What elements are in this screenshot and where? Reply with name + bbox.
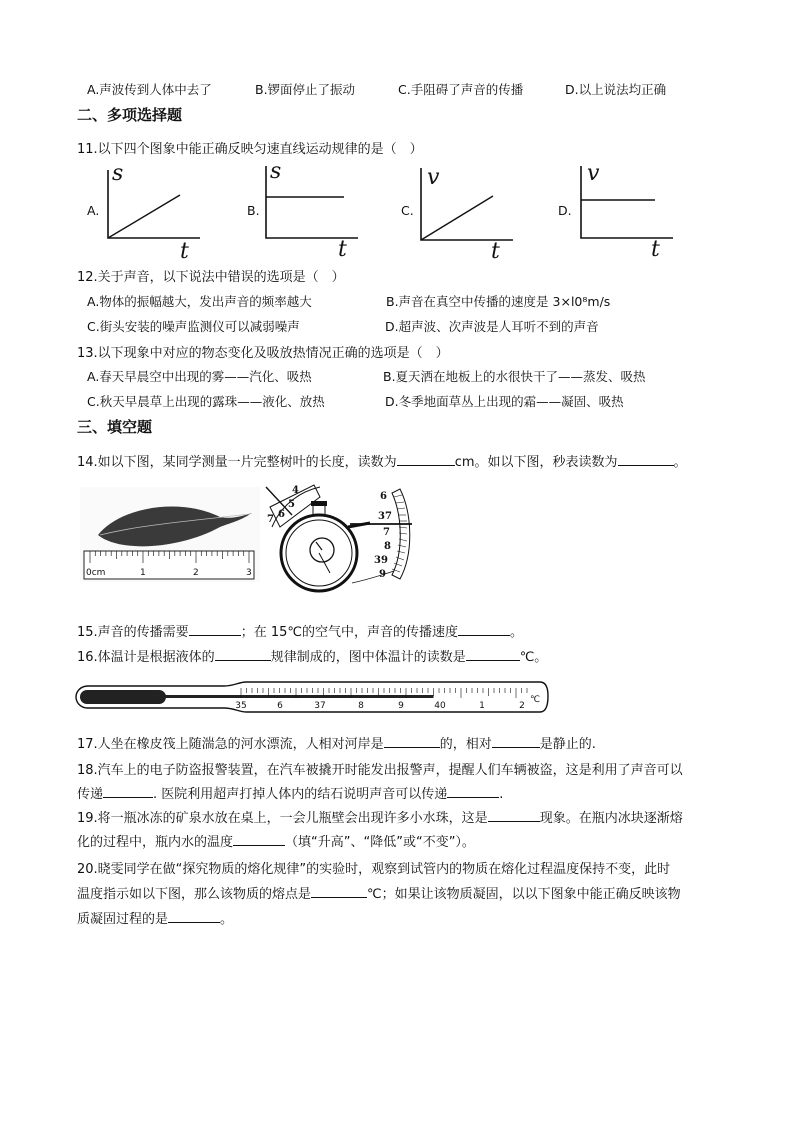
q10-option-a: A.声波传到人体中去了 bbox=[87, 82, 212, 97]
thermo-label-2: 2 bbox=[519, 701, 525, 711]
q10-option-b: B.锣面停止了振动 bbox=[255, 82, 356, 97]
q15-blank-1[interactable] bbox=[189, 623, 241, 636]
q13-option-b: B.夏天洒在地板上的水很快干了——蒸发、吸热 bbox=[383, 369, 646, 384]
graph-c bbox=[413, 160, 523, 264]
q19-line2 bbox=[77, 831, 475, 850]
thermo-unit: ℃ bbox=[530, 695, 541, 705]
scale-label-7: 7 bbox=[383, 527, 390, 538]
thermo-label-40: 40 bbox=[434, 701, 446, 711]
stopwatch-figure bbox=[262, 483, 422, 595]
q17-blank-2[interactable] bbox=[492, 735, 540, 748]
scale-label-9: 9 bbox=[379, 569, 386, 580]
q16-part3: ℃。 bbox=[519, 650, 548, 665]
q18-line1: 18.汽车上的电子防盗报警装置，在汽车被撬开时能发出报警声，提醒人们车辆被盗，这是利用了声音可以 bbox=[77, 763, 683, 778]
q20-part4: 。 bbox=[220, 912, 234, 927]
thermo-label-6: 6 bbox=[277, 701, 283, 711]
q20-part1: 温度指示如以下图，那么该物质的熔点是 bbox=[77, 887, 312, 902]
q13-option-c: C.秋天早晨草上出现的露珠——液化、放热 bbox=[87, 394, 325, 409]
q16-blank-2[interactable] bbox=[466, 648, 520, 661]
scale-label-6: 6 bbox=[380, 491, 387, 502]
q12-option-d: D.超声波、次声波是人耳听不到的声音 bbox=[385, 319, 599, 334]
graph-a-y-label: s bbox=[112, 161, 124, 186]
leaf-ruler-figure bbox=[80, 487, 260, 582]
thermometer-bulb bbox=[80, 690, 166, 704]
q10-option-c: C.手阻碍了声音的传播 bbox=[398, 82, 524, 97]
q19-part2: 现象。在瓶内冰块逐渐熔 bbox=[539, 811, 683, 826]
q14-blank-1[interactable] bbox=[397, 453, 455, 466]
q16-blank-1[interactable] bbox=[215, 648, 271, 661]
q17-text bbox=[77, 733, 596, 752]
q15-part3: 。 bbox=[509, 625, 523, 640]
q18-blank-2[interactable] bbox=[447, 785, 499, 798]
small-dial-label-6: 6 bbox=[278, 509, 285, 520]
thermo-label-37: 37 bbox=[314, 701, 326, 711]
ruler-label-1: 1 bbox=[140, 568, 146, 578]
q20-blank-1[interactable] bbox=[311, 885, 367, 898]
graph-b-label: B. bbox=[247, 203, 260, 218]
q19-part3: 化的过程中，瓶内水的温度 bbox=[77, 835, 234, 850]
q12-text: 12.关于声音，以下说法中错误的选项是（ ） bbox=[77, 270, 345, 285]
graph-a-x-label: t bbox=[180, 239, 189, 264]
q17-blank-1[interactable] bbox=[384, 735, 440, 748]
q14-part2: cm。如以下图，秒表读数为 bbox=[454, 455, 618, 470]
q14-part1: 14.如以下图，某同学测量一片完整树叶的长度，读数为 bbox=[77, 455, 397, 470]
q20-line3 bbox=[77, 908, 233, 927]
q20-blank-2[interactable] bbox=[168, 910, 220, 923]
section-3-title: 三、填空题 bbox=[77, 418, 153, 436]
q12-option-b: B.声音在真空中传播的速度是 3×l0⁸m/s bbox=[386, 294, 611, 309]
q14-blank-2[interactable] bbox=[618, 453, 674, 466]
q18-part1: 传递 bbox=[77, 787, 104, 802]
q15-part2: ；在 15℃的空气中，声音的传播速度 bbox=[240, 625, 458, 640]
q15-blank-2[interactable] bbox=[458, 623, 510, 636]
graph-b-x-label: t bbox=[338, 237, 347, 262]
thermo-label-1: 1 bbox=[479, 701, 485, 711]
q19-line1 bbox=[77, 807, 683, 826]
thermo-label-9: 9 bbox=[398, 701, 404, 711]
graph-c-x-label: t bbox=[491, 239, 500, 264]
q13-option-a: A.春天早晨空中出现的雾——汽化、吸热 bbox=[87, 369, 312, 384]
graph-c-y-label: v bbox=[427, 165, 440, 190]
q13-text: 13.以下现象中对应的物态变化及吸放热情况正确的选项是（ ） bbox=[77, 346, 449, 361]
q15-text bbox=[77, 621, 523, 640]
q17-part3: 是静止的. bbox=[539, 737, 596, 752]
graph-a-line bbox=[108, 195, 180, 238]
mercury-column bbox=[164, 695, 434, 698]
q19-blank-2[interactable] bbox=[233, 833, 285, 846]
q20-line1: 20.晓雯同学在做“探究物质的熔化规律”的实验时，观察到试管内的物质在熔化过程温度保持不变，此时 bbox=[77, 862, 671, 877]
graph-d-x-label: t bbox=[651, 237, 660, 262]
q16-part2: 规律制成的，图中体温计的读数是 bbox=[270, 650, 466, 665]
q16-text bbox=[77, 646, 547, 665]
q16-part1: 16.体温计是根据液体的 bbox=[77, 650, 215, 665]
q10-option-d: D.以上说法均正确 bbox=[565, 82, 667, 97]
graph-d-label: D. bbox=[558, 203, 572, 218]
scale-label-39: 39 bbox=[374, 555, 388, 566]
ruler-label-0: 0cm bbox=[86, 568, 106, 578]
scale-label-37: 37 bbox=[378, 511, 392, 522]
small-dial-label-7: 7 bbox=[267, 514, 274, 525]
q14-part3: 。 bbox=[673, 455, 687, 470]
q18-line2 bbox=[77, 783, 503, 802]
thermometer-figure bbox=[74, 680, 550, 716]
q20-line2 bbox=[77, 883, 681, 902]
ruler-label-3: 3 bbox=[246, 568, 252, 578]
scale-label-8: 8 bbox=[384, 541, 391, 552]
q20-part3: 质凝固过程的是 bbox=[77, 912, 169, 927]
q18-part2: . 医院利用超声打掉人体内的结石说明声音可以传递 bbox=[153, 787, 448, 802]
q15-part1: 15.声音的传播需要 bbox=[77, 625, 189, 640]
graph-b bbox=[258, 160, 368, 260]
graph-c-line bbox=[421, 196, 493, 240]
q17-part1: 17.人坐在橡皮筏上随湍急的河水漂流，人相对河岸是 bbox=[77, 737, 384, 752]
q12-option-c: C.街头安装的噪声监测仪可以减弱噪声 bbox=[87, 319, 300, 334]
graph-c-label: C. bbox=[401, 203, 414, 218]
q13-option-d: D.冬季地面草丛上出现的霜——凝固、吸热 bbox=[385, 394, 624, 409]
q18-blank-1[interactable] bbox=[103, 785, 153, 798]
q11-text: 11.以下四个图象中能正确反映匀速直线运动规律的是（ ） bbox=[77, 142, 423, 157]
ruler-body bbox=[84, 551, 254, 579]
ruler-label-2: 2 bbox=[193, 568, 199, 578]
thermo-label-8: 8 bbox=[358, 701, 364, 711]
q17-part2: 的，相对 bbox=[439, 737, 492, 752]
q14-text bbox=[77, 451, 687, 470]
q18-part3: . bbox=[499, 787, 504, 802]
section-2-title: 二、多项选择题 bbox=[77, 106, 183, 124]
graph-a bbox=[100, 160, 210, 264]
graph-d-y-label: v bbox=[587, 161, 600, 186]
thermo-label-35: 35 bbox=[235, 701, 247, 711]
q20-part2: ℃；如果让该物质凝固，以以下图象中能正确反映该物 bbox=[367, 887, 681, 902]
q19-part4: （填“升高”、“降低”或“不变”）。 bbox=[285, 835, 475, 850]
graph-a-label: A. bbox=[87, 203, 100, 218]
small-dial-label-4: 4 bbox=[292, 485, 299, 496]
q19-blank-1[interactable] bbox=[488, 809, 540, 822]
q19-part1: 19.将一瓶冰冻的矿泉水放在桌上，一会儿瓶壁会出现许多小水珠，这是 bbox=[77, 811, 488, 826]
graph-d bbox=[573, 160, 683, 260]
q12-option-a: A.物体的振幅越大，发出声音的频率越大 bbox=[87, 294, 312, 309]
small-dial-label-5: 5 bbox=[288, 499, 295, 510]
stopwatch-scale-detail bbox=[350, 489, 412, 583]
graph-b-y-label: s bbox=[270, 159, 282, 184]
